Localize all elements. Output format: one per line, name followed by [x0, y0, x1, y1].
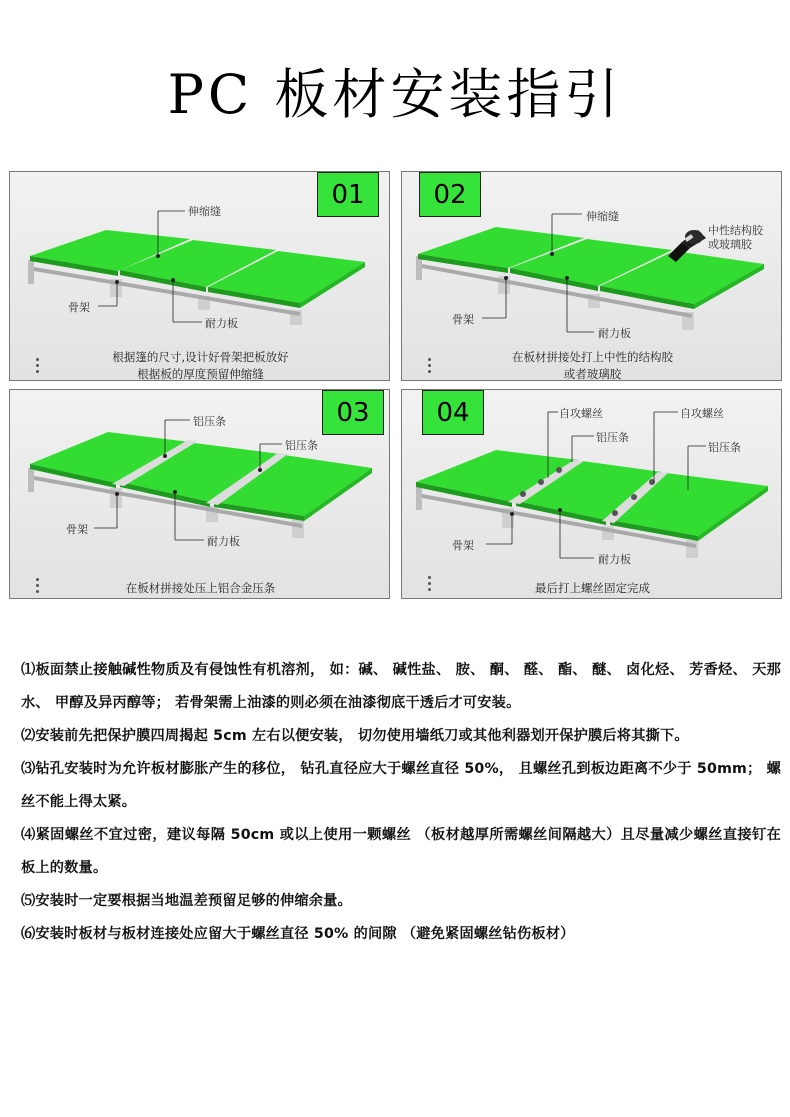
- caption-line: 在板材拼接处压上铝合金压条: [125, 581, 276, 595]
- label-aluminum-strip-1: 铝压条: [596, 431, 629, 444]
- frame-rail: [28, 260, 34, 284]
- label-sheet: 耐力板: [598, 327, 631, 340]
- label-self-tapping-screw-1: 自攻螺丝: [559, 407, 603, 420]
- step-panel-02: [401, 171, 782, 381]
- step-number-badge: 03: [322, 390, 384, 435]
- frame-rail: [416, 486, 422, 510]
- page-title: PC 板材安装指引: [167, 63, 623, 126]
- caption-line: 根据篷的尺寸,设计好骨架把板放好: [112, 350, 289, 364]
- note-5: ⑸安装时一定要根据当地温差预留足够的伸缩余量。: [21, 893, 352, 909]
- step-number-badge: 04: [422, 390, 484, 435]
- caption-line: 或者玻璃胶: [563, 367, 622, 381]
- label-sheet: 耐力板: [207, 535, 240, 548]
- label-frame: 骨架: [68, 301, 90, 314]
- label-aluminum-strip-2: 铝压条: [285, 439, 318, 452]
- frame-rail: [416, 256, 422, 280]
- note-1: ⑴板面禁止接触碱性物质及有侵蚀性有机溶剂， 如：碱、 碱性盐、 胺、 酮、 醛、 酯、 醚、 卤化烃、 芳香烃、 天那水、 甲醇及异丙醇等； 若骨架需上油漆的则必须在油漆彻底干透后才可安装。: [21, 662, 781, 711]
- label-expansion-joint: 伸缩缝: [586, 210, 619, 223]
- note-3: ⑶钻孔安装时为允许板材膨胀产生的移位， 钻孔直径应大于螺丝直径 50%， 且螺丝孔到板边距离不少于 50mm； 螺丝不能上得太紧。: [21, 761, 781, 810]
- label-frame: 骨架: [452, 313, 474, 326]
- label-structural-glue: 中性结构胶 或玻璃胶: [708, 224, 763, 251]
- caption-line: 在板材拼接处打上中性的结构胶: [512, 350, 673, 364]
- step-caption: [402, 349, 782, 381]
- frame-rail: [28, 468, 34, 492]
- step-caption: [10, 580, 390, 597]
- label-aluminum-strip-2: 铝压条: [708, 441, 741, 454]
- note-6: ⑹安装时板材与板材连接处应留大于螺丝直径 50% 的间隙 （避免紧固螺丝钻伤板材）: [21, 926, 575, 942]
- label-aluminum-strip-1: 铝压条: [193, 415, 226, 428]
- step-number-badge: 02: [419, 172, 481, 217]
- label-expansion-joint: 伸缩缝: [188, 205, 221, 218]
- label-self-tapping-screw-2: 自攻螺丝: [680, 407, 724, 420]
- label-frame: 骨架: [66, 523, 88, 536]
- caption-line: 最后打上螺丝固定完成: [535, 581, 650, 595]
- installation-notes: [21, 654, 781, 951]
- label-frame: 骨架: [452, 539, 474, 552]
- step-panel-04: [401, 389, 782, 599]
- step-panel-01: [9, 171, 390, 381]
- caption-line: 根据板的厚度预留伸缩缝: [137, 367, 264, 381]
- step-caption: [402, 580, 782, 597]
- step-panel-03: [9, 389, 390, 599]
- step-number-badge: 01: [317, 172, 379, 217]
- step-caption: [10, 349, 390, 381]
- label-sheet: 耐力板: [205, 317, 238, 330]
- note-4: ⑷紧固螺丝不宜过密，建议每隔 50cm 或以上使用一颗螺丝 （板材越厚所需螺丝间隔越大）且尽量减少螺丝直接钉在板上的数量。: [21, 827, 781, 876]
- note-2: ⑵安装前先把保护膜四周揭起 5cm 左右以便安装， 切勿使用墙纸刀或其他利器划开保护膜后将其撕下。: [21, 728, 689, 744]
- label-sheet: 耐力板: [598, 553, 631, 566]
